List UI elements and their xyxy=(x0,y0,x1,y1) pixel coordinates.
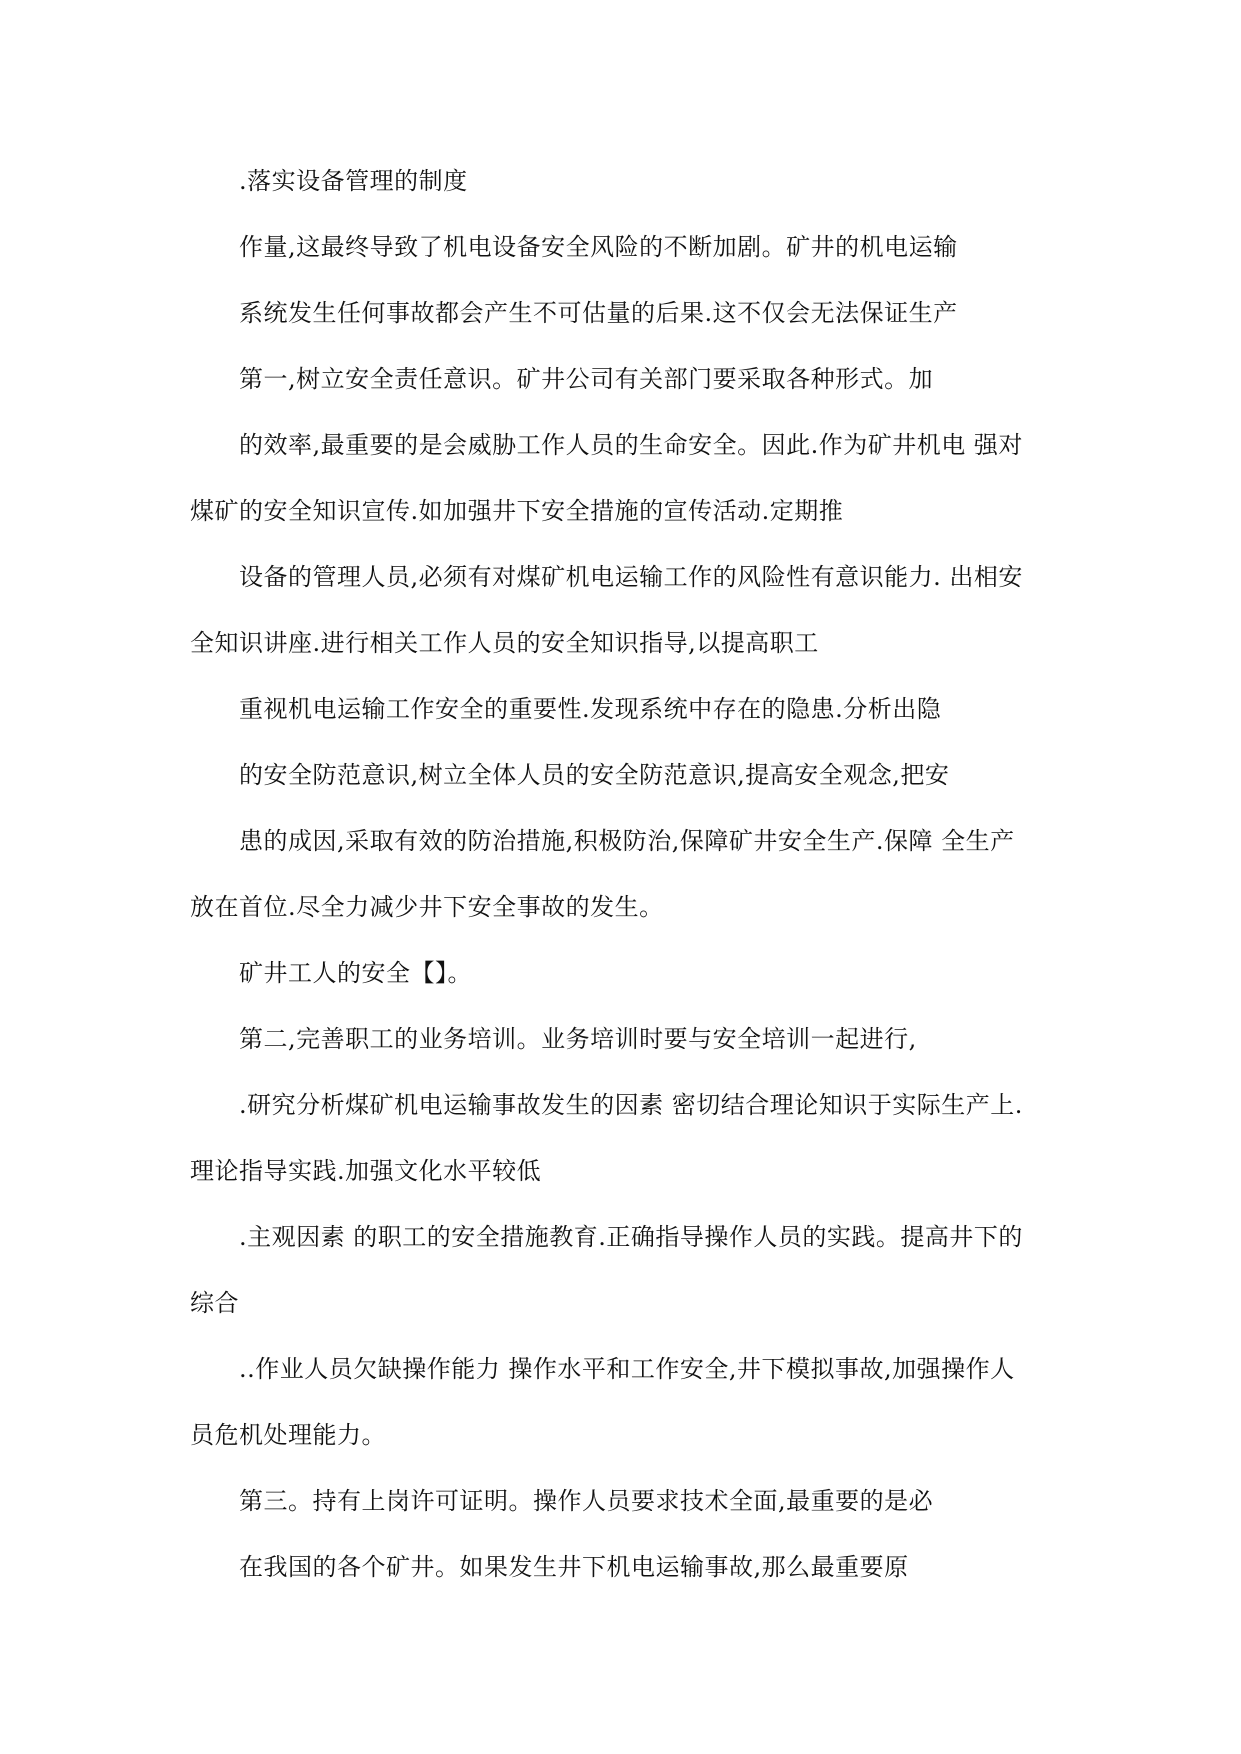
text-line: 设备的管理人员,必须有对煤矿机电运输工作的风险性有意识能力. 出相安 xyxy=(239,563,1023,591)
text-line: 理论指导实践.加强文化水平较低 xyxy=(190,1157,542,1185)
text-line: .主观因素 的职工的安全措施教育.正确指导操作人员的实践。提高井下的 xyxy=(239,1223,1023,1251)
text-line: 员危机处理能力。 xyxy=(190,1421,386,1449)
text-line: 在我国的各个矿井。如果发生井下机电运输事故,那么最重要原 xyxy=(239,1553,909,1581)
text-line: 第一,树立安全责任意识。矿井公司有关部门要采取各种形式。加 xyxy=(239,365,934,393)
text-line: 第三。持有上岗许可证明。操作人员要求技术全面,最重要的是必 xyxy=(239,1487,934,1515)
text-line: 作量,这最终导致了机电设备安全风险的不断加剧。矿井的机电运输 xyxy=(239,233,958,261)
text-line: 第二,完善职工的业务培训。业务培训时要与安全培训一起进行, xyxy=(239,1025,917,1053)
text-line: 重视机电运输工作安全的重要性.发现系统中存在的隐患.分析出隐 xyxy=(239,695,942,723)
text-line: 系统发生任何事故都会产生不可估量的后果.这不仅会无法保证生产 xyxy=(239,299,958,327)
text-line: 矿井工人的安全【】。 xyxy=(239,959,472,987)
text-line: .研究分析煤矿机电运输事故发生的因素 密切结合理论知识于实际生产上. xyxy=(239,1091,1023,1119)
text-line: 的效率,最重要的是会威胁工作人员的生命安全。因此.作为矿井机电 强对 xyxy=(239,431,1023,459)
text-line: 患的成因,采取有效的防治措施,积极防治,保障矿井安全生产.保障 全生产 xyxy=(239,827,1015,855)
text-line: 全知识讲座.进行相关工作人员的安全知识指导,以提高职工 xyxy=(190,629,819,657)
text-line: 放在首位.尽全力减少井下安全事故的发生。 xyxy=(190,893,664,921)
text-line: .落实设备管理的制度 xyxy=(239,167,468,195)
text-line: 煤矿的安全知识宣传.如加强井下安全措施的宣传活动.定期推 xyxy=(190,497,844,525)
text-line: 综合 xyxy=(190,1289,239,1317)
text-line: 的安全防范意识,树立全体人员的安全防范意识,提高安全观念,把安 xyxy=(239,761,950,789)
text-line: ..作业人员欠缺操作能力 操作水平和工作安全,井下模拟事故,加强操作人 xyxy=(239,1355,1015,1383)
